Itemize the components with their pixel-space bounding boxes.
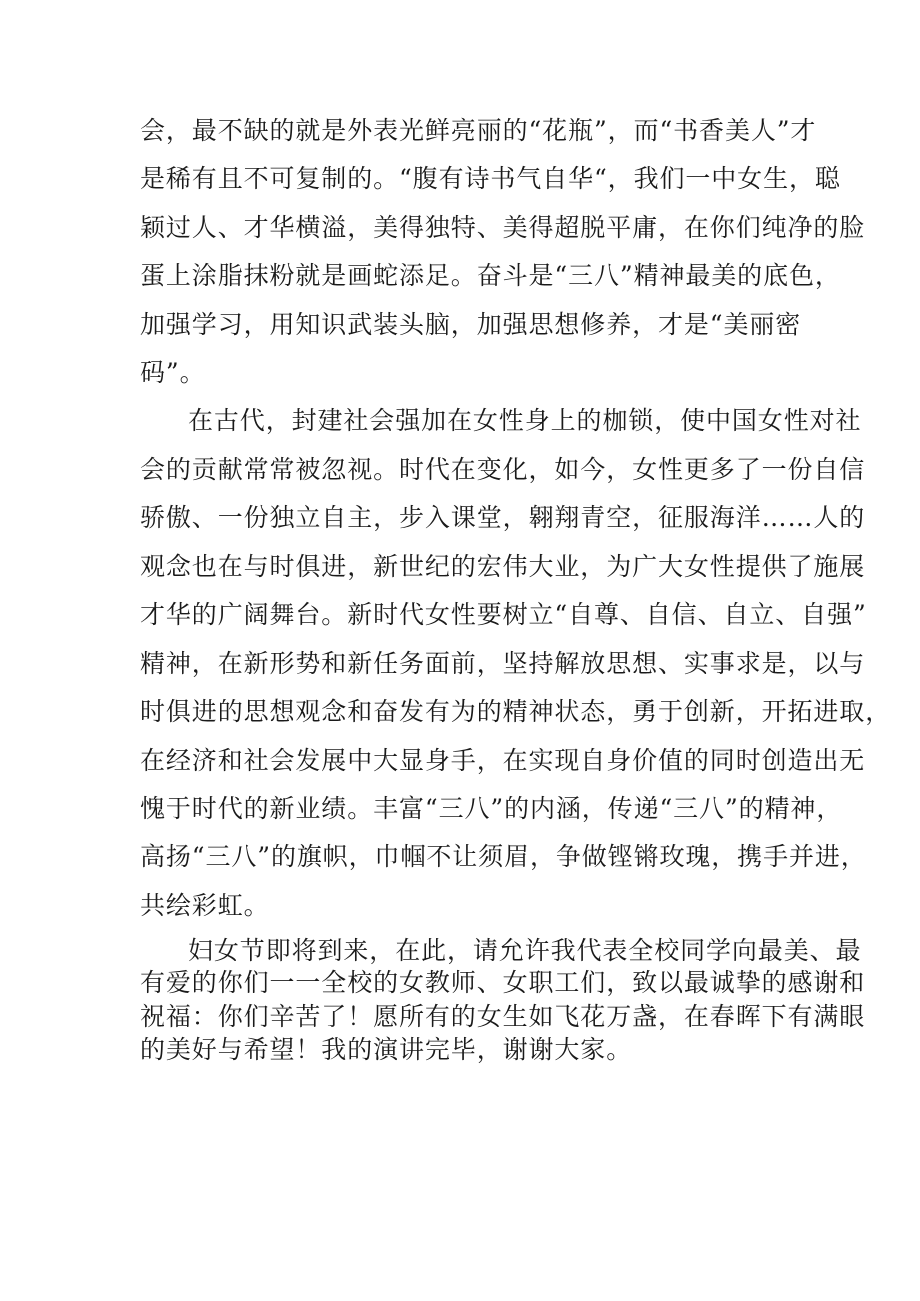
paragraph-2-line: 观念也在与时俱进，新世纪的宏伟大业，为广大女性提供了施展	[140, 552, 866, 581]
paragraph-2-line: 在古代，封建社会强加在女性身上的枷锁，使中国女性对社	[188, 406, 862, 435]
paragraph-1-line: 码”。	[140, 358, 206, 387]
paragraph-1-line: 加强学习，用知识武装头脑，加强思想修养，才是“美丽密	[140, 310, 802, 339]
paragraph-1-line: 颖过人、才华横溢，美得独特、美得超脱平庸，在你们纯净的脸	[140, 213, 866, 242]
paragraph-2-line: 精神，在新形势和新任务面前，坚持解放思想、实事求是，以与	[140, 649, 866, 678]
paragraph-2-line: 骄傲、一份独立自主，步入课堂，翱翔青空，征服海洋……人的	[140, 503, 866, 532]
paragraph-2-line: 高扬“三八”的旗帜，巾帼不让须眉，争做铿锵玫瑰，携手并进，	[140, 842, 867, 871]
paragraph-2-line: 愧于时代的新业绩。丰富“三八”的内涵，传递“三八”的精神，	[140, 794, 843, 823]
paragraph-2-line: 才华的广阔舞台。新时代女性要树立“自尊、自信、自立、自强”	[140, 600, 867, 629]
paragraph-3-line: 的美好与希望！我的演讲完毕，谢谢大家。	[140, 1035, 633, 1064]
paragraph-1-line: 蛋上涂脂抹粉就是画蛇添足。奋斗是“三八”精神最美的底色，	[140, 261, 841, 290]
paragraph-3-line: 祝福：你们辛苦了！愿所有的女生如飞花万盏，在春晖下有满眼	[140, 1002, 866, 1031]
paragraph-2-line: 在经济和社会发展中大显身手，在实现自身价值的同时创造出无	[140, 746, 866, 775]
paragraph-2-line: 时俱进的思想观念和奋发有为的精神状态，勇于创新，开拓进取，	[140, 697, 892, 726]
paragraph-3-line: 有爱的你们一一全校的女教师、女职工们，致以最诚挚的感谢和	[140, 968, 866, 997]
paragraph-1-line: 是稀有且不可复制的。“腹有诗书气自华“，我们一中女生，聪	[140, 164, 841, 193]
paragraph-1-line: 会，最不缺的就是外表光鲜亮丽的“花瓶”，而“书香美人”才	[140, 116, 817, 145]
paragraph-2-line: 会的贡献常常被忽视。时代在变化，如今，女性更多了一份自信	[140, 455, 866, 484]
paragraph-3-line: 妇女节即将到来，在此，请允许我代表全校同学向最美、最	[188, 936, 862, 965]
paragraph-2-line: 共绘彩虹。	[140, 891, 270, 920]
